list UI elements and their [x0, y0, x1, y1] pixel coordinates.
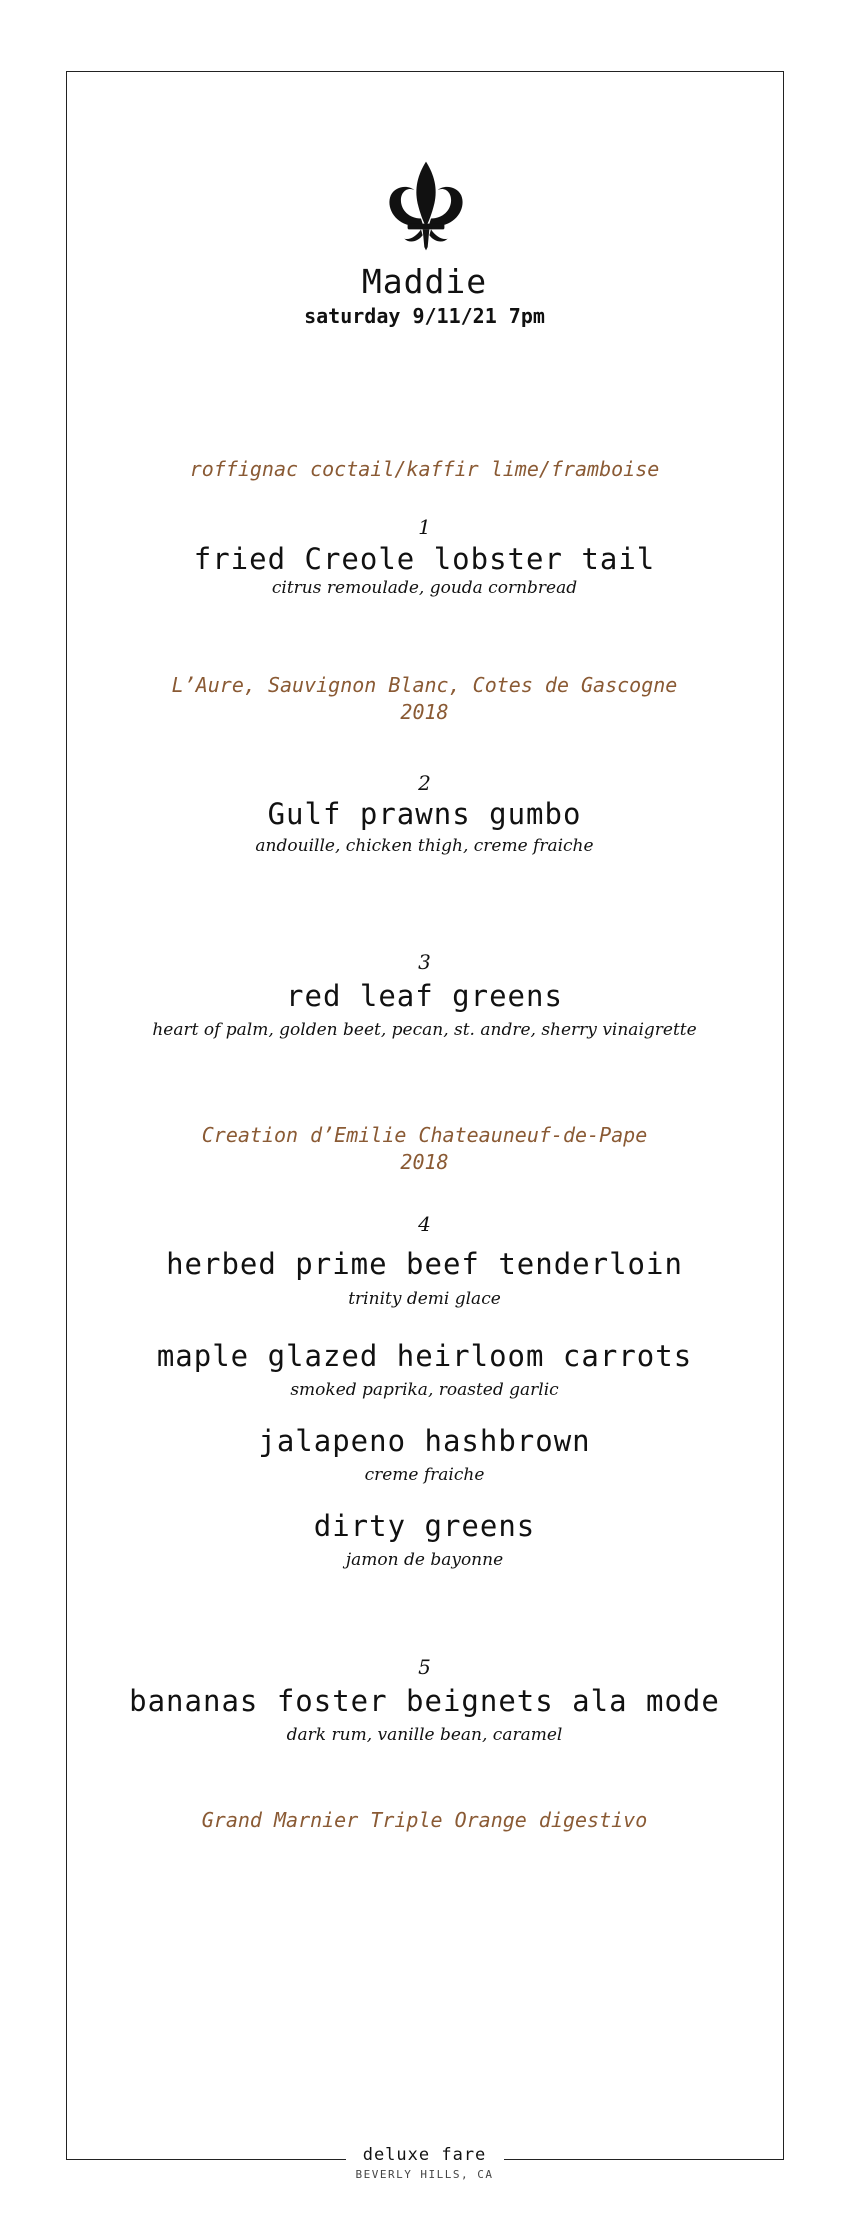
dish-name: red leaf greens [286, 979, 563, 1013]
dish-description: andouille, chicken thigh, creme fraiche [255, 836, 594, 856]
aperitif-pairing: roffignac coctail/kaffir lime/framboise [189, 457, 660, 481]
guest-name: Maddie [361, 262, 488, 301]
dish-description: citrus remoulade, gouda cornbread [271, 578, 578, 598]
course-number: 1 [418, 515, 431, 539]
brand-location: BEVERLY HILLS, CA [355, 2168, 494, 2181]
course-number: 2 [418, 771, 431, 795]
course-number: 4 [418, 1212, 431, 1236]
digestif-pairing: Grand Marnier Triple Orange digestivo [201, 1808, 648, 1832]
course-number: 3 [418, 950, 431, 974]
event-date: saturday 9/11/21 7pm [304, 304, 545, 328]
dish-name: bananas foster beignets ala mode [129, 1684, 720, 1718]
brand-name: deluxe fare [362, 2145, 487, 2165]
course-number: 5 [418, 1655, 431, 1679]
dish-description: jamon de bayonne [345, 1550, 504, 1570]
dish-name: Gulf prawns gumbo [267, 797, 582, 831]
dish-description: dark rum, vanille bean, caramel [286, 1725, 563, 1745]
menu-border [66, 71, 784, 2160]
dish-description: smoked paprika, roasted garlic [290, 1380, 559, 1400]
dish-name: fried Creole lobster tail [193, 542, 656, 576]
dish-description: heart of palm, golden beet, pecan, st. andre, sherry vinaigrette [152, 1020, 697, 1040]
dish-name: maple glazed heirloom carrots [156, 1339, 693, 1373]
dish-description: creme fraiche [364, 1465, 485, 1485]
dish-name: dirty greens [313, 1509, 536, 1543]
dish-name: herbed prime beef tenderloin [166, 1247, 683, 1281]
fleur-de-lis-icon [384, 160, 468, 252]
wine-pairing: Creation d’Emilie Chateauneuf-de-Pape 2018 [201, 1123, 648, 1174]
dish-name: jalapeno hashbrown [258, 1424, 591, 1458]
dish-description: trinity demi glace [348, 1289, 501, 1309]
wine-pairing: L’Aure, Sauvignon Blanc, Cotes de Gascogne 2018 [171, 673, 678, 724]
